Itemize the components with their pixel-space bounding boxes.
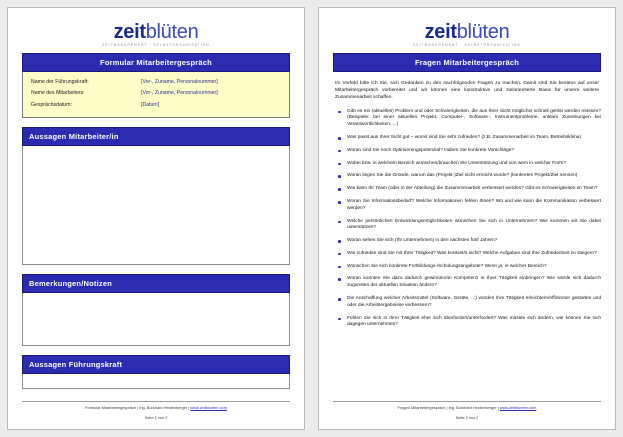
list-item: Wobei bzw. in welchem Bereich wünschen/brauchen Sie Unterstützung und von wem in welcher Form? — [345, 161, 601, 168]
spacer — [22, 265, 290, 274]
footer-credit — [333, 401, 601, 411]
intro-paragraph: Im Vorfeld bitte ich Sie, sich Gedanken zu den nachfolgenden Fragen zu machen. Damit sind Sie bestens auf unser Mitarbeitergespräch vorbereitet und wir können eine konstruktive und zielorientierte Basis für unsere weitere Zusammenarbeit schaffen. — [335, 81, 599, 101]
list-item: Welche persönlichen Entwicklungsmöglichkeiten wünschen Sie sich in Unternehmen? Wie kommen wir Sie dabei unterstützen? — [347, 218, 601, 231]
list-item: Woran liegen Sie die Gründe, warum das (Projekt-)Ziel nicht erreicht wurde? (konkretes Projekt/Ziel nennen) — [345, 173, 601, 180]
form-value[interactable]: [Datum] — [141, 101, 160, 108]
document-page-1 — [7, 7, 305, 430]
list-item: Woran sind Sie noch Optimierungspotenzial? Haben Sie konkrete Vorschläge? — [345, 148, 601, 155]
form-value[interactable]: [Vor-, Zuname, Personalnummer] — [141, 79, 218, 86]
page1-footer — [22, 401, 290, 420]
document-page-2 — [318, 7, 616, 430]
footer-credit-text: Formular Mitarbeitergespräch | Ing. Burkhard Heidenberger | — [85, 405, 191, 411]
form-label: Name der Führungskraft: — [31, 79, 89, 86]
logo-text-primary: zeit — [424, 21, 457, 43]
notes-area[interactable] — [22, 293, 290, 346]
form-row — [31, 102, 281, 108]
logo-text — [22, 22, 290, 42]
list-item: Wie zufrieden sind Sie mit Ihrer Tätigkeit? Was konkret/s nicht? Welche Aufgaben sind Ihre Zufriedenheit zu steigern? — [345, 251, 601, 258]
logo-text — [333, 22, 601, 42]
list-item: Wünschen Sie sich konkrete Fortbildungs-/Schulungsangebote? Wenn ja, in welcher Bereich? — [345, 264, 601, 271]
list-item: Die Anschaffung welcher Arbeitsmittel (Software, Geräte, ...) würden Ihre Tätigkeit erleichtern/effizienter gestalten und oder die Arbeitsergebnisse verbessern? — [347, 296, 601, 308]
form-row — [31, 79, 281, 85]
page2-title-bar: Fragen Mitarbeitergespräch — [333, 53, 601, 72]
logo-tagline: ZEITMANAGEMENT · SELBSTORGANISATION — [102, 43, 210, 47]
page1-title-bar: Formular Mitarbeitergespräch — [22, 53, 290, 72]
list-item: Fühlen Sie sich in Ihrer Tätigkeit eher sich überfordert/unterfordert? Was müsste sich ändern, wie können Sie sich dagegen unternehmen? — [347, 315, 601, 328]
list-item: Gibt es ein (aktuelles) Problem und oder Schwierigkeiten, die aus Ihrer Sicht möglichst schnell gelöst werden müssen? (Beispiele: bei einer aktuellen Projekt, Computer-, Software-, Instrumentprobleme, unklare Zuordnungen bei Verantwortlichkeiten, ...) — [347, 108, 601, 128]
brand-logo — [333, 22, 601, 47]
spacer — [22, 346, 290, 355]
footer-page-number: Seite 2 von 2 — [455, 415, 479, 420]
manager-statements-area[interactable] — [22, 374, 290, 389]
form-label: Gesprächsdatum: — [31, 101, 72, 108]
list-item: Woran sehen Sie sich (Ihr Unternehmen) in den nächsten fünf Jahren? — [345, 238, 601, 245]
brand-logo — [22, 22, 290, 47]
section-header-notes: Bemerkungen/Notizen — [22, 274, 290, 293]
page2-footer — [333, 401, 601, 420]
form-row — [31, 90, 281, 96]
footer-credit-text: Fragen Mitarbeitergespräch | Ing. Burkhard Heidenberger | — [397, 405, 500, 411]
logo-text-secondary: blüten — [145, 21, 199, 43]
list-item: Wie kann Ihr Team (oder in der Abteilung) die Zusammenarbeit verbessert werden? Gibt es Schwierigkeiten im Team? — [345, 186, 601, 193]
list-item: Woran Sie Informationsbedarf? Welche Informationen fehlen Ihnen? Wo und wie kann die Kommunikation verbessert werden? — [347, 198, 601, 211]
footer-page-number: Seite 1 von 2 — [144, 415, 168, 420]
form-value[interactable]: [Vor-, Zuname, Personalnummer] — [141, 90, 218, 97]
question-list — [333, 109, 601, 330]
footer-link[interactable]: www.zeitblueten.com — [499, 405, 537, 411]
footer-credit — [22, 401, 290, 411]
footer-link[interactable]: www.zeitblueten.com — [190, 405, 227, 411]
employee-statements-area[interactable] — [22, 146, 290, 265]
list-item: Was passt aus Ihrer Sicht gut – womit sind Sie sehr zufrieden? (z.B. Zusammenarbeit im Team, Betriebsklima) — [345, 135, 601, 142]
logo-text-primary: zeit — [113, 21, 146, 43]
section-header-manager: Aussagen Führungskraft — [22, 355, 290, 374]
form-fields-block — [22, 72, 290, 118]
logo-text-secondary: blüten — [456, 21, 510, 43]
form-label: Name des Mitarbeiters: — [31, 90, 85, 97]
spacer — [22, 118, 290, 127]
section-header-employee: Aussagen Mitarbeiter/in — [22, 127, 290, 146]
logo-tagline: ZEITMANAGEMENT · SELBSTORGANISATION — [413, 43, 521, 47]
list-item: Woran konnten Sie dazu dadurch gewinnen/an Kompetenz in Ihrer Tätigkeit einbringen? Wie würde sich dadurch zugunsten der aktuellen Situation ändern? — [347, 276, 601, 289]
